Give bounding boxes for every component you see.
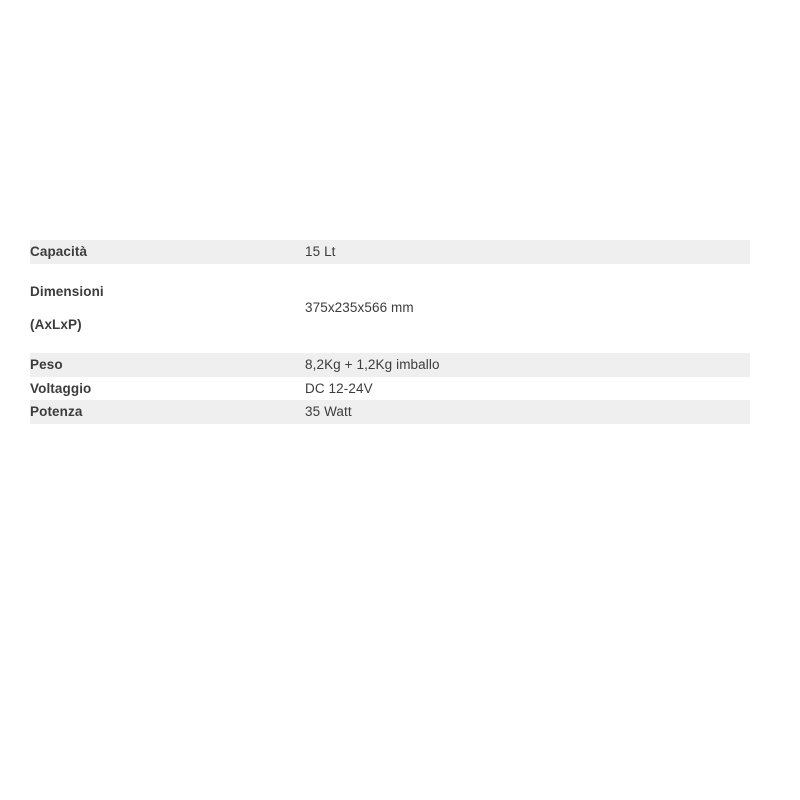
spec-label-text: Dimensioni [30, 283, 104, 299]
spec-value-cell: 35 Watt [305, 404, 352, 420]
spec-label-subtext: (AxLxP) [30, 317, 82, 333]
spec-value-cell: 15 Lt [305, 244, 336, 259]
table-row [30, 377, 750, 401]
spec-label-cell [30, 240, 305, 264]
spec-label-cell [30, 400, 305, 424]
table-row [30, 240, 750, 264]
spec-value-cell: 375x235x566 mm [305, 300, 414, 316]
table-row [30, 264, 750, 353]
spec-label-text: Capacità [30, 244, 88, 259]
specifications-table [30, 240, 750, 424]
spec-label-cell [30, 353, 305, 377]
spec-value-cell: DC 12-24V [305, 380, 373, 396]
spec-label-cell [30, 264, 305, 353]
table-row [30, 400, 750, 424]
spec-value-cell: 8,2Kg + 1,2Kg imballo [305, 356, 440, 372]
spec-label-text: Peso [30, 356, 63, 372]
spec-label-text: Potenza [30, 404, 83, 420]
spec-label-cell [30, 377, 305, 401]
table-row [30, 353, 750, 377]
specifications-table-body [30, 240, 750, 424]
spec-label-text: Voltaggio [30, 380, 92, 396]
